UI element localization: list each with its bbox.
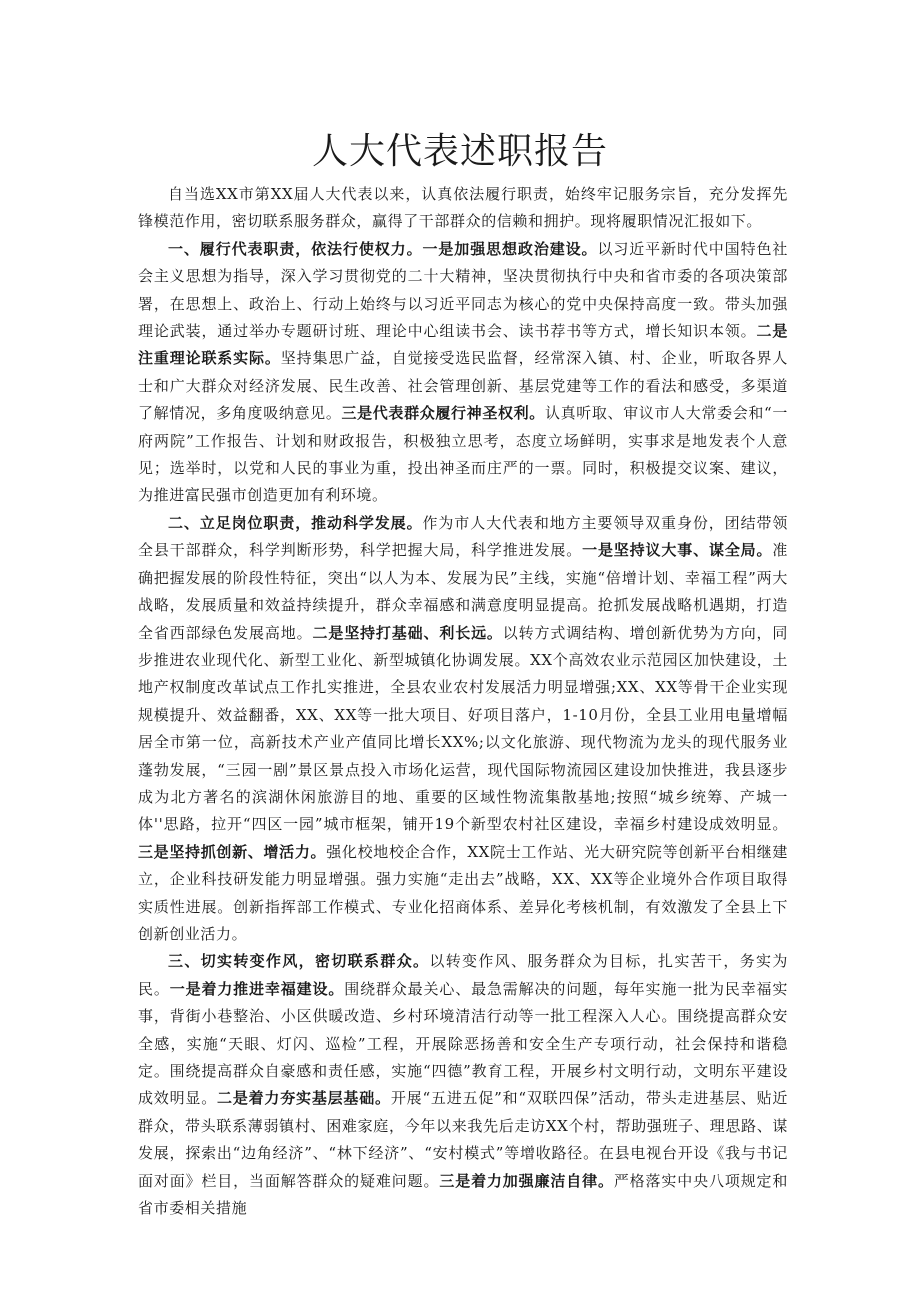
- section-2-point-3-text: 强化校地校企合作，XX院士工作站、光大研究院等创新平台相继建立，企业科技研发能力明显增强。强力实施“走出去”战略，XX、XX等企业境外合作项目取得实质性进展。创新指挥部工作模式、专业化招商体系、差异化考核机制，有效激发了全县上下创新创业活力。: [138, 842, 788, 943]
- section-2-point-2-text: 以转方式调结构、增创新优势为方向，同步推进农业现代化、新型工业化、新型城镇化协调发展。XX个高效农业示范园区加快建设，土地产权制度改革试点工作扎实推进，全县农业农村发展活力明显增强;XX、XX等骨干企业实现规模提升、效益翻番，XX、XX等一批大项目、好项目落户，1-10月份，全县工业用电量增幅居全市第一位，高新技术产业产值同比增长XX%;以文化旅游、现代物流为龙头的现代服务业蓬勃发展，“三园一剧”景区景点投入市场化运营，现代国际物流园区建设加快推进，我县逐步成为北方著名的滨湖休闲旅游目的地、重要的区域性物流集散基地;按照“城乡统筹、产城一体''思路，拉开“四区一园”城市框架，铺开19个新型农村社区建设，幸福乡村建设成效明显。: [138, 623, 789, 834]
- section-1-point-2-title: 二是注重理论联系实际。: [138, 322, 789, 368]
- section-2-point-2-title: 二是坚持打基础、利长远。: [312, 623, 503, 642]
- section-1-point-1-text: 以习近平新时代中国特色社会主义思想为指导，深入学习贯彻党的二十大精神，坚决贯彻执行中央和省市委的各项决策部署，在思想上、政治上、行动上始终与以习近平同志为核心的党中央保持高度一致。带头加强理论武装，通过举办专题研讨班、理论中心组读书会、读书荐书等方式，增长知识本领。: [138, 239, 788, 341]
- section-1-point-2-text: 坚持集思广益，自觉接受选民监督，经常深入镇、村、企业，听取各界人士和广大群众对经济发展、民生改善、社会管理创新、基层党建等工作的看法和感受，多渠道了解情况，多角度吸纳意见。: [138, 349, 789, 423]
- section-1-paragraph: [138, 236, 788, 510]
- document-title: 人大代表述职报告: [311, 131, 608, 172]
- section-1-point-1-title: 一是加强思想政治建设。: [422, 239, 598, 258]
- section-2-point-1-title: 一是坚持议大事、谋全局。: [582, 541, 773, 560]
- section-3-lead-text: 以转变作风、服务群众为目标，扎实苦干，务实为民。: [138, 952, 788, 998]
- section-2-point-1-text: 准确把握发展的阶段性特征，突出“以人为本、发展为民”主线，实施“倍增计划、幸福工程”两大战略，发展质量和效益持续提升，群众幸福感和满意度明显提高。抢抓发展战略机遇期，打造全省西部绿色发展高地。: [138, 541, 789, 642]
- document-body: [138, 181, 788, 1222]
- section-2-lead-text: 作为市人大代表和地方主要领导双重身份，团结带领全县干部群众，科学判断形势，科学把握大局，科学推进发展。: [138, 513, 788, 560]
- section-1-point-3-title: 三是代表群众履行神圣权利。: [341, 404, 545, 423]
- section-1-heading: 一、履行代表职责，依法行使权力。: [168, 239, 423, 258]
- section-3-point-1-text: 围绕群众最关心、最急需解决的问题，每年实施一批为民幸福实事，背街小巷整治、小区供暖改造、乡村环境清洁行动等一批工程深入人心。围绕提高群众安全感，实施“天眼、灯闪、巡检”工程，开展除恶扬善和安全生产专项行动，社会保持和谐稳定。围绕提高群众自豪感和责任感，实施“四德”教育工程，开展乡村文明行动，文明东平建设成效明显。: [138, 979, 789, 1108]
- section-3-point-2-title: 二是着力夯实基层基础。: [217, 1089, 391, 1108]
- section-3-heading: 三、切实转变作风，密切联系群众。: [168, 952, 430, 971]
- section-3-point-1-title: 一是着力推进幸福建设。: [169, 979, 345, 998]
- intro-paragraph: 自当选XX市第XX届人大代表以来，认真依法履行职责，始终牢记服务宗旨，充分发挥先锋模范作用，密切联系服务群众，赢得了干部群众的信赖和拥护。现将履职情况汇报如下。: [138, 185, 788, 231]
- section-2-point-3-title: 三是坚持抓创新、增活力。: [138, 842, 327, 861]
- section-2-paragraph: [138, 510, 788, 949]
- section-3-point-3-text: 严格落实中央八项规定和省市委相关措施: [138, 1171, 789, 1218]
- section-3-paragraph: [138, 948, 788, 1222]
- section-2-heading: 二、立足岗位职责，推动科学发展。: [168, 513, 423, 532]
- section-3-point-3-title: 三是着力加强廉洁自律。: [439, 1171, 614, 1190]
- section-1-point-3-text: 认真听取、审议市人大常委会和“一府两院”工作报告、计划和财政报告，积极独立思考，态度立场鲜明，实事求是地发表个人意见；选举时，以党和人民的事业为重，投出神圣而庄严的一票。同时，积极提交议案、建议，为推进富民强市创造更加有利环境。: [138, 404, 788, 505]
- section-3-point-2-text: 开展“五进五促”和“双联四保”活动，带头走进基层、贴近群众，带头联系薄弱镇村、困难家庭，今年以来我先后走访XX个村，帮助强班子、理思路、谋发展，探索出“边角经济”、“林下经济”、“安村模式”等增收路径。在县电视台开设《我与书记面对面》栏目，当面解答群众的疑难问题。: [138, 1089, 788, 1190]
